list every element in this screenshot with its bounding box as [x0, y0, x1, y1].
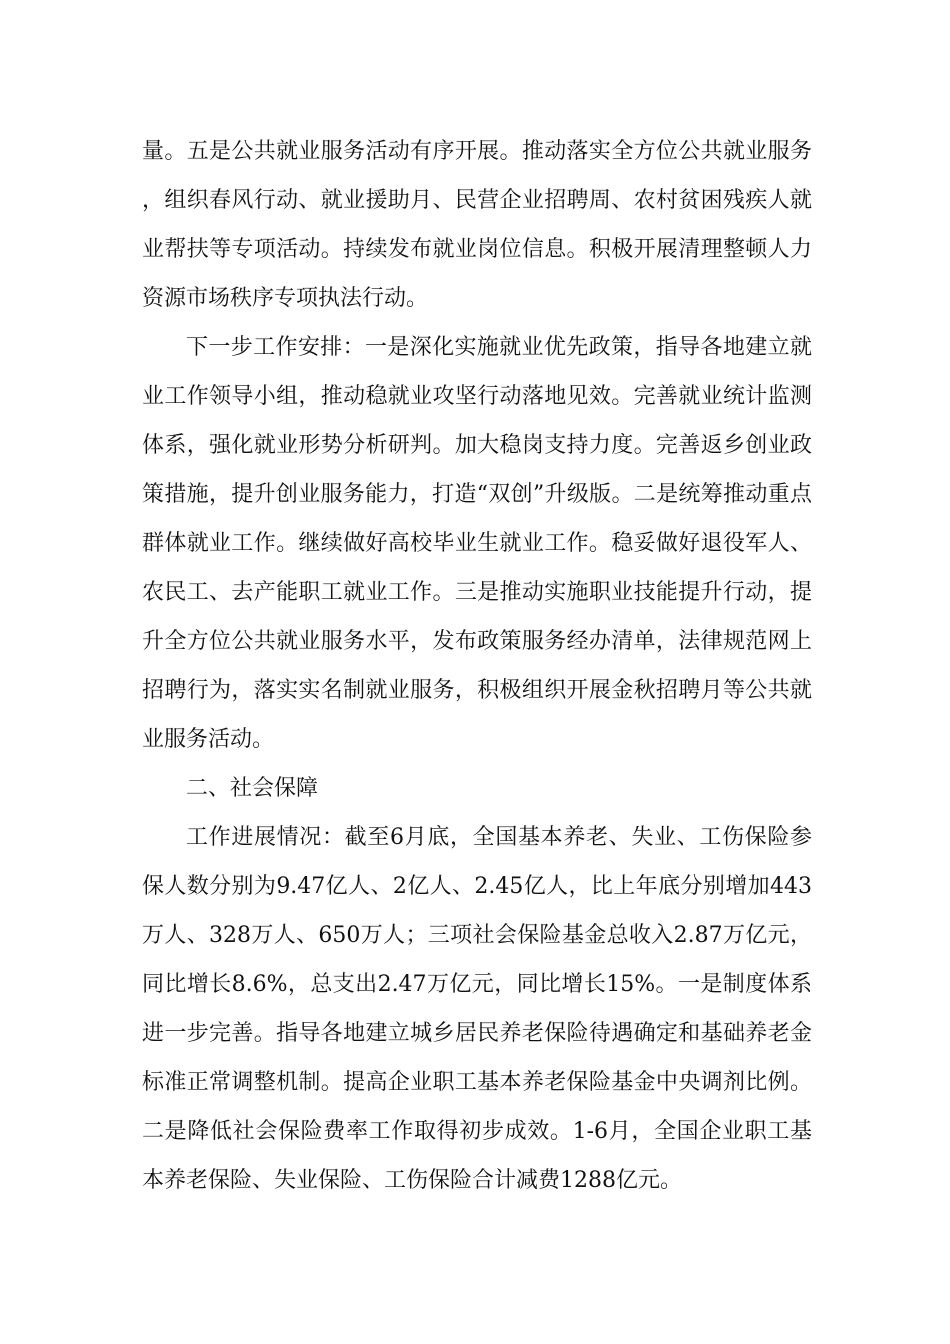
paragraph-employment-services: 量。五是公共就业服务活动有序开展。推动落实全方位公共就业服务，组织春风行动、就业援助月、民营企业招聘周、农村贫困残疾人就业帮扶等专项活动。持续发布就业岗位信息。积极开展清理整顿人力资源市场秩序专项执法行动。: [142, 139, 812, 311]
paragraph-work-progress: 工作进展情况：截至6月底，全国基本养老、失业、工伤保险参保人数分别为9.47亿人、2亿人、2.45亿人，比上年底分别增加443万人、328万人、650万人；三项社会保险基金总收入2.87万亿元，同比增长8.6%，总支出2.47万亿元，同比增长15%。一是制度体系进一步完善。指导各地建立城乡居民养老保险待遇确定和基础养老金标准正常调整机制。提高企业职工基本养老保险基金中央调剂比例。二是降低社会保险费率工作取得初步成效。1-6月，全国企业职工基本养老保险、失业保险、工伤保险合计减费1288亿元。: [142, 825, 812, 1193]
paragraph-next-steps: 下一步工作安排：一是深化实施就业优先政策，指导各地建立就业工作领导小组，推动稳就业攻坚行动落地见效。完善就业统计监测体系，强化就业形势分析研判。加大稳岗支持力度。完善返乡创业政策措施，提升创业服务能力，打造“双创”升级版。二是统筹推动重点群体就业工作。继续做好高校毕业生就业工作。稳妥做好退役军人、农民工、去产能职工就业工作。三是推动实施职业技能提升行动，提升全方位公共就业服务水平，发布政策服务经办清单，法律规范网上招聘行为，落实实名制就业服务，积极组织开展金秋招聘月等公共就业服务活动。: [142, 335, 812, 752]
section-heading-social-security: 二、社会保障: [186, 776, 319, 801]
document-body: [142, 127, 812, 1205]
